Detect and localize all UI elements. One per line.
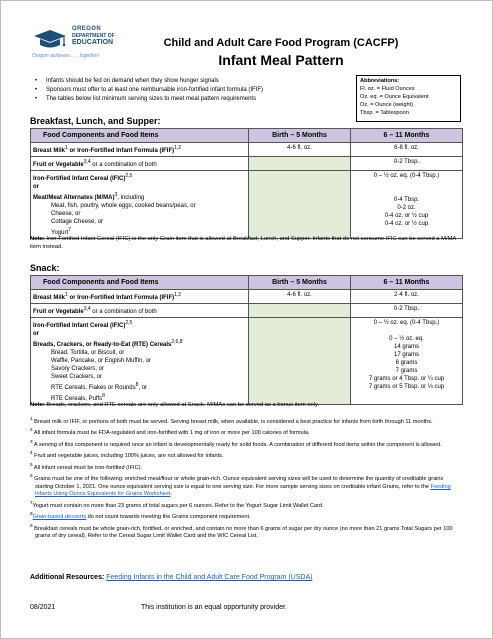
logo-dept: DEPARTMENT OF	[72, 33, 115, 39]
snack-heading: Snack:	[30, 263, 60, 273]
cell-birth-value: 4-6 fl. oz.	[249, 290, 351, 304]
footnote: $^1$ Breast milk or IFIF, or portions of both must be served. Serving breast milk, when available, is considered a best practice for infants from birth through 11 months.	[30, 416, 433, 425]
col-header-older: 6 – 11 Months	[351, 129, 463, 143]
table-row: Iron-Fortified Infant Cereal (IFIC)$^{2,5}$ or Meat/Meat Alternates $(M/MA)^3$, including Meat, fish, poultry, whole eggs, cooked beans/peas, or Cheese, or Cottage Cheese, or Yogurt$^7$ 0 – ½ oz. eq. (0-4 Tbsp.) 0-4 Tbsp. 0-2 oz. 0-4 oz. or ½ cup 0-4 oz. or ½ cup	[31, 171, 463, 239]
bullet-item: • Infants should be fed on demand when they show hunger signals	[35, 77, 351, 86]
program-title: Child and Adult Care Food Program (CACFP)	[163, 37, 399, 49]
table-row: Breast Milk$^1$ or Iron-Fortified Infant Formula (IFIF)$^{1,2}$ 4-6 fl. oz. 6-8 fl. oz.	[31, 143, 463, 157]
col-header-older: 6 – 11 Months	[351, 276, 463, 290]
cell-older-value: 6-8 fl. oz.	[351, 143, 463, 157]
intro-bullets	[35, 77, 351, 104]
abbreviation-item: Oz. = Ounce (weight)	[360, 102, 414, 108]
cell-older-value: 2-4 fl. oz.	[351, 290, 463, 304]
col-header-birth: Birth – 5 Months	[249, 129, 351, 143]
abbreviation-item: Fl. oz. = Fluid Ounces	[360, 86, 415, 92]
snack-note: Note: Breads, crackers, and RTE cereals are only allowed at Snack. M/MAs can be served as a bonus item only.	[30, 402, 320, 408]
cell-birth-empty	[249, 157, 351, 171]
cell-birth-empty	[249, 318, 351, 405]
abbreviations-box	[356, 75, 461, 122]
logo-tagline: Oregon achieves . . . together!	[32, 53, 100, 59]
abbreviations-heading: Abbreviations:	[360, 78, 400, 84]
abbreviation-item: Tbsp. = Tablespoon	[360, 110, 409, 116]
grain-based-desserts-link[interactable]: Grain-based desserts	[32, 514, 87, 521]
oregon-education-logo	[32, 26, 122, 62]
cell-older-value: 0-2 Tbsp.	[351, 304, 463, 318]
page-title: Infant Meal Pattern	[218, 52, 344, 68]
footnote: $^2$ All infant formula must be FDA-regulated and iron-fortified with 1 mg of iron or more per 100 calories of formula.	[30, 427, 310, 437]
footnote: $^3$ A serving of this component is required once an infant is developmentally ready for solid foods. A combination of different food items within the component is allowed.	[30, 438, 442, 448]
col-header-birth: Birth – 5 Months	[249, 276, 351, 290]
cell-birth-value: 4-6 fl. oz.	[249, 143, 351, 157]
table-row: Breast Milk$^1$ or Iron-Fortified Infant Formula (IFIF)$^{1,2}$ 4-6 fl. oz. 2-4 fl. oz.	[31, 290, 463, 304]
snack-table	[30, 275, 463, 405]
footnote: $^4$ Fruit and vegetable juices, including 100% juices, are not allowed for infants.	[30, 450, 224, 460]
col-header-food: Food Components and Food Items	[31, 129, 249, 143]
revision-date: 08/2021	[30, 604, 56, 611]
equal-opportunity-statement: This institution is an equal opportunity provider.	[141, 604, 287, 611]
logo-state: OREGON	[72, 26, 102, 32]
cell-older-values: 0 – ½ oz. eq. (0-4 Tbsp.) 0-4 Tbsp. 0-2 oz. 0-4 oz. or ½ cup 0-4 oz. or ½ cup	[351, 171, 463, 239]
footnote: $^6$ Grains must be one of the following: enriched meal/flour or whole grain-rich. Ounce equivalent serving sizes will be used to determine the quantity of creditable grains starting October 1, 2021. One ounce equivalent serving size is equal to one serving size. For more sample serving sizes on creditable infant Grains, refer to the Feeding Infants Using Ounce Equivalents for Grains Worksheet.	[30, 473, 451, 498]
logo-edu: EDUCATION	[72, 39, 114, 46]
breakfast-note: Note: Iron-Fortified Infant Cereal (IFIC) is the only Grain item that is allowed at Breakfast, Lunch, and Supper. Infants that do not consume IFIC can be served a M/MA item instead.	[30, 236, 456, 250]
footnote: $^9$ Breakfast cereals must be whole grain-rich, fortified, or enriched, and contain no more than 6 grams of sugar per dry ounce (no more than 21 grams Total Sugars per 100 grams of dry cereal). Refer to the Cereal Sugar Limit Wallet Card and the WIC Cereal List.	[30, 522, 453, 540]
cell-older-value: 0-2 Tbsp.	[351, 157, 463, 171]
cell-older-values: 0 – ½ oz. eq. (0-4 Tbsp.) 0 – ½ oz. eq. 14 grams 17 grams 6 grams 7 grams 7 grams or 4 Tbsp. or ¼ cup 7 grams or 5 Tbsp. or ⅓ cup	[351, 318, 463, 405]
graduation-cap-icon	[32, 28, 70, 50]
table-row: Fruit or Vegetable$^{3,4}$ or a combination of both 0-2 Tbsp.	[31, 304, 463, 318]
col-header-food: Food Components and Food Items	[31, 276, 249, 290]
breakfast-heading: Breakfast, Lunch, and Supper:	[30, 116, 161, 126]
footnotes	[30, 415, 462, 541]
cell-birth-empty	[249, 171, 351, 239]
footnote: $^7$Yogurt must contain no more than 23 grams of total sugars per 6 ounces. Refer to the Yogurt Sugar Limit Wallet Card.	[30, 499, 324, 509]
abbreviation-item: Oz. eq. = Ounce Equivalent	[360, 94, 429, 100]
cell-birth-empty	[249, 304, 351, 318]
breakfast-table	[30, 128, 463, 239]
bullet-item: • Sponsors must offer to at least one reimbursable iron-fortified infant formula (IFIF)	[35, 86, 351, 95]
footnote: $^8$Grain-based desserts do not count towards meeting the Grains component requirement.	[30, 511, 251, 521]
table-row: Fruit or Vegetable$^{3,4}$ or a combination of both 0-2 Tbsp.	[31, 157, 463, 171]
table-header-row	[31, 276, 463, 290]
ounce-equivalents-worksheet-link[interactable]: Feeding Infants Using Ounce Equivalents for Grains Worksheet	[35, 483, 451, 498]
footnote: $^5$ All infant cereal must be iron-fortified (IFIC).	[30, 461, 143, 471]
table-row: Iron-Fortified Infant Cereal (IFIC)$^{2,5}$ or Breads, Crackers, or Ready-to-Eat (RTE) Cereals$^{2,6,8}$ Bread, Tortilla, or Biscuit, or Waffle, Pancake, or English Muffin, or Savory Crackers, or Sweet Crackers, or RTE Cereals, Flakes or Rounds$^8$, or RTE Cereals, Puffs$^8$ 0 – ½ oz. eq. (0-4 Tbsp.) 0 – ½ oz. eq. 14 grams 17 grams 6 grams 7 grams 7 grams or 4 Tbsp. or ¼ cup 7 grams or 5 Tbsp. or ⅓ cup	[31, 318, 463, 405]
table-header-row	[31, 129, 463, 143]
bullet-item: • The tables below list minimum serving sizes to meet meal pattern requirements	[35, 95, 351, 104]
feeding-infants-usda-link[interactable]: Feeding Infants in the Child and Adult Care Food Program (USDA)	[106, 574, 313, 581]
additional-resources: Additional Resources: Feeding Infants in the Child and Adult Care Food Program (USDA)	[30, 574, 313, 581]
